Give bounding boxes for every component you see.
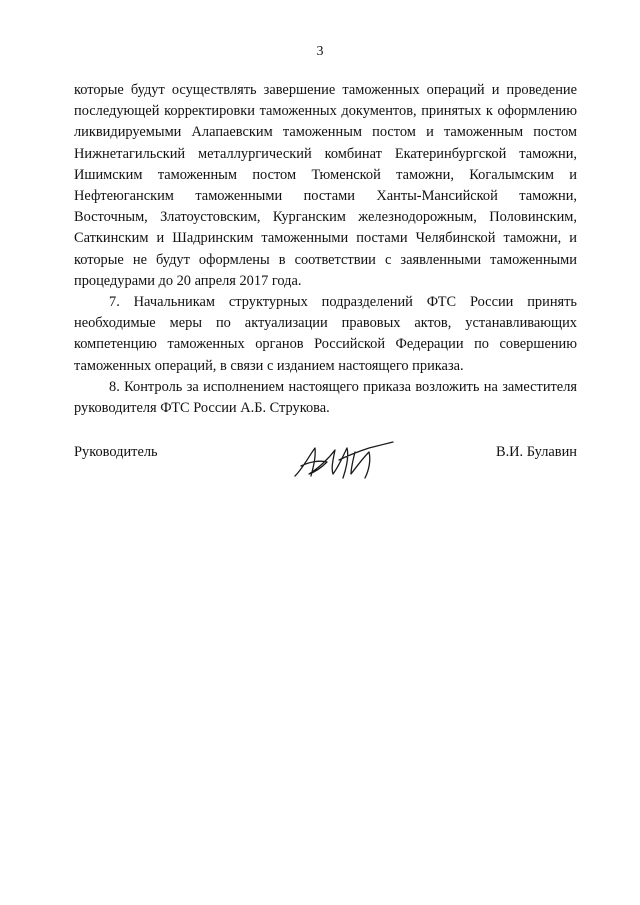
signer-name: В.И. Булавин: [495, 444, 577, 460]
signer-title: Руководитель: [74, 444, 158, 460]
handwritten-signature: [289, 438, 399, 482]
paragraph-item-8: 8. Контроль за исполнением настоящего приказа возложить на заместителя руководителя ФТС России А.Б. Струкова.: [74, 378, 577, 417]
paragraph-continuation: которые будут осуществлять завершение таможенных операций и проведение последующей корректировки таможенных документов, принятых к оформлению ликвидируемыми Алапаевским таможенным постом и таможенным постом Нижнетагильский металлургический комбинат Екатеринбургской таможни, Ишимским таможенным постом Тюменской таможни, Когалымским и Нефтеюганским таможенными постами Ханты-Мансийской таможни, Восточным, Златоустовским, Курганским железнодорожным, Половинским, Саткинским и Шадринским таможенными постами Челябинской таможни, и которые не будут оформлены в соответствии с заявленными таможенными процедурами до 20 апреля 2017 года.: [74, 82, 577, 289]
signature-block: [74, 440, 577, 490]
document-body: [74, 80, 577, 419]
paragraph-item-7: 7. Начальникам структурных подразделений ФТС России принять необходимые меры по актуализации правовых актов, устанавливающих компетенцию таможенных органов Российской Федерации по совершению таможенных операций, в связи с изданием настоящего приказа.: [74, 294, 577, 374]
page-number: 3: [316, 44, 324, 59]
